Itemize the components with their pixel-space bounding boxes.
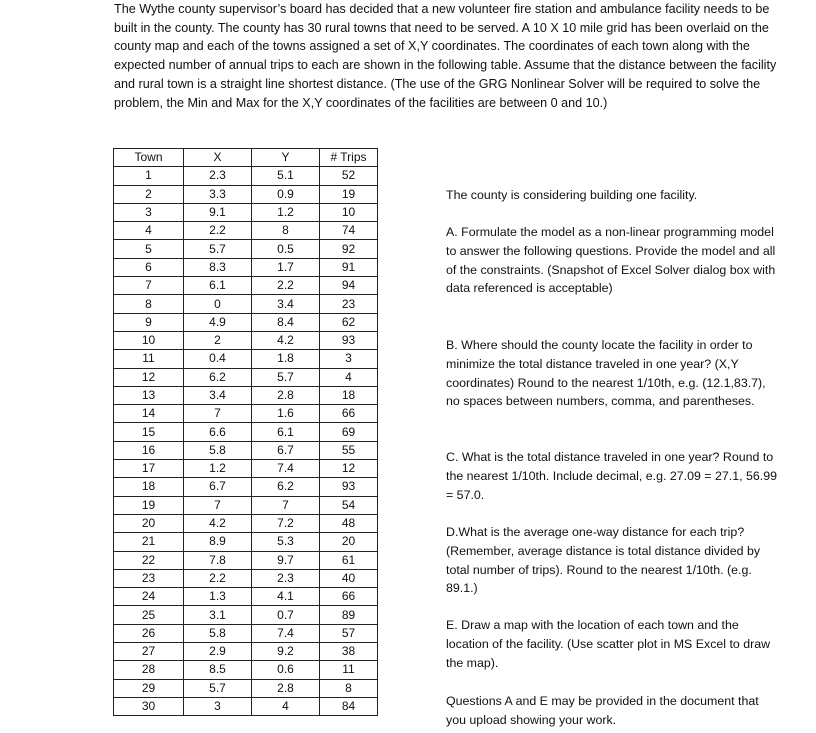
cell-town: 24 — [114, 588, 184, 606]
question-note: Questions A and E may be provided in the document that you upload showing your work. — [446, 694, 759, 727]
cell-y: 8 — [252, 222, 320, 240]
cell-trips: 48 — [320, 514, 378, 532]
cell-x: 6.1 — [184, 277, 252, 295]
cell-x: 6.7 — [184, 478, 252, 496]
cell-x: 8.5 — [184, 661, 252, 679]
cell-trips: 57 — [320, 624, 378, 642]
cell-x: 7 — [184, 496, 252, 514]
cell-y: 0.9 — [252, 185, 320, 203]
cell-trips: 54 — [320, 496, 378, 514]
cell-town: 5 — [114, 240, 184, 258]
table-row — [114, 643, 378, 661]
cell-x: 5.8 — [184, 624, 252, 642]
cell-trips: 61 — [320, 551, 378, 569]
cell-trips: 69 — [320, 423, 378, 441]
cell-trips: 8 — [320, 679, 378, 697]
cell-trips: 55 — [320, 441, 378, 459]
cell-y: 8.4 — [252, 313, 320, 331]
cell-town: 25 — [114, 606, 184, 624]
cell-x: 8.9 — [184, 533, 252, 551]
cell-x: 4.9 — [184, 313, 252, 331]
cell-town: 19 — [114, 496, 184, 514]
cell-town: 29 — [114, 679, 184, 697]
cell-town: 16 — [114, 441, 184, 459]
cell-y: 7.4 — [252, 460, 320, 478]
cell-town: 2 — [114, 185, 184, 203]
cell-x: 5.8 — [184, 441, 252, 459]
cell-y: 4.2 — [252, 331, 320, 349]
cell-town: 10 — [114, 331, 184, 349]
table-row — [114, 277, 378, 295]
table-row — [114, 350, 378, 368]
cell-trips: 66 — [320, 588, 378, 606]
cell-x: 2.2 — [184, 222, 252, 240]
question-c: C. What is the total distance traveled in one year? Round to the nearest 1/10th. Include decimal, e.g. 27.09 = 27.1, 56.99 = 57.0. — [446, 450, 777, 502]
cell-x: 0.4 — [184, 350, 252, 368]
cell-y: 0.6 — [252, 661, 320, 679]
question-e: E. Draw a map with the location of each town and the location of the facility. (Use scatter plot in MS Excel to draw the map). — [446, 618, 771, 670]
cell-trips: 91 — [320, 258, 378, 276]
cell-town: 1 — [114, 167, 184, 185]
cell-town: 22 — [114, 551, 184, 569]
cell-trips: 23 — [320, 295, 378, 313]
cell-x: 2.9 — [184, 643, 252, 661]
question-b: B. Where should the county locate the facility in order to minimize the total distance traveled in one year? (X,Y coordinates) Round to the nearest 1/10th, e.g. (12.1,83.7), no spaces between numbers, comma, and parentheses. — [446, 338, 766, 409]
cell-trips: 92 — [320, 240, 378, 258]
cell-town: 11 — [114, 350, 184, 368]
problem-intro: The Wythe county supervisor’s board has decided that a new volunteer fire station and ambulance facility needs to be built in the county. The county has 30 rural towns that need to be served. A 10 X 10 mile grid has been overlaid on the county map and each of the towns assigned a set of X,Y coordinates. The coordinates of each town along with the expected number of annual trips to each are shown in the following table. Assume that the distance between the facility and rural town is a straight line shortest distance. (The use of the GRG Nonlinear Solver will be required to solve the problem, the Min and Max for the X,Y coordinates of the facilities are between 0 and 10.) — [114, 2, 777, 110]
header-x: X — [184, 149, 252, 167]
cell-town: 17 — [114, 460, 184, 478]
cell-town: 18 — [114, 478, 184, 496]
table-row — [114, 679, 378, 697]
cell-town: 28 — [114, 661, 184, 679]
table-row — [114, 222, 378, 240]
table-row — [114, 423, 378, 441]
cell-x: 2 — [184, 331, 252, 349]
cell-x: 3.1 — [184, 606, 252, 624]
table-row — [114, 368, 378, 386]
table-row — [114, 496, 378, 514]
cell-x: 2.3 — [184, 167, 252, 185]
cell-town: 8 — [114, 295, 184, 313]
cell-town: 14 — [114, 405, 184, 423]
cell-town: 20 — [114, 514, 184, 532]
cell-trips: 74 — [320, 222, 378, 240]
cell-x: 7 — [184, 405, 252, 423]
cell-x: 5.7 — [184, 240, 252, 258]
cell-trips: 93 — [320, 331, 378, 349]
table-row — [114, 167, 378, 185]
cell-y: 4.1 — [252, 588, 320, 606]
cell-y: 1.6 — [252, 405, 320, 423]
cell-town: 13 — [114, 386, 184, 404]
cell-trips: 38 — [320, 643, 378, 661]
cell-town: 9 — [114, 313, 184, 331]
table-row — [114, 460, 378, 478]
cell-y: 2.2 — [252, 277, 320, 295]
cell-y: 1.8 — [252, 350, 320, 368]
table-header-row — [114, 149, 378, 167]
cell-trips: 66 — [320, 405, 378, 423]
cell-trips: 52 — [320, 167, 378, 185]
cell-y: 4 — [252, 697, 320, 715]
cell-y: 9.2 — [252, 643, 320, 661]
table-row — [114, 405, 378, 423]
table-row — [114, 624, 378, 642]
table-row — [114, 533, 378, 551]
cell-town: 3 — [114, 203, 184, 221]
cell-y: 6.2 — [252, 478, 320, 496]
cell-y: 5.7 — [252, 368, 320, 386]
question-d: D.What is the average one-way distance for each trip? (Remember, average distance is total distance divided by total number of trips). Round to the nearest 1/10th. (e.g. 89.1.) — [446, 525, 761, 596]
cell-town: 23 — [114, 569, 184, 587]
header-trips: # Trips — [320, 149, 378, 167]
cell-y: 9.7 — [252, 551, 320, 569]
table-row — [114, 295, 378, 313]
cell-y: 6.1 — [252, 423, 320, 441]
cell-trips: 20 — [320, 533, 378, 551]
cell-x: 1.2 — [184, 460, 252, 478]
cell-x: 3.3 — [184, 185, 252, 203]
cell-x: 6.6 — [184, 423, 252, 441]
cell-y: 1.7 — [252, 258, 320, 276]
table-row — [114, 606, 378, 624]
cell-y: 7.2 — [252, 514, 320, 532]
cell-y: 5.1 — [252, 167, 320, 185]
table-row — [114, 569, 378, 587]
cell-x: 8.3 — [184, 258, 252, 276]
table-row — [114, 697, 378, 715]
cell-trips: 3 — [320, 350, 378, 368]
cell-town: 4 — [114, 222, 184, 240]
cell-y: 2.3 — [252, 569, 320, 587]
cell-trips: 18 — [320, 386, 378, 404]
cell-y: 3.4 — [252, 295, 320, 313]
cell-y: 5.3 — [252, 533, 320, 551]
table-row — [114, 240, 378, 258]
header-town: Town — [114, 149, 184, 167]
cell-town: 30 — [114, 697, 184, 715]
table-row — [114, 313, 378, 331]
towns-table — [113, 148, 378, 716]
cell-x: 3.4 — [184, 386, 252, 404]
cell-trips: 94 — [320, 277, 378, 295]
table-row — [114, 514, 378, 532]
cell-town: 27 — [114, 643, 184, 661]
cell-x: 7.8 — [184, 551, 252, 569]
cell-trips: 4 — [320, 368, 378, 386]
cell-town: 12 — [114, 368, 184, 386]
cell-trips: 89 — [320, 606, 378, 624]
table-row — [114, 203, 378, 221]
cell-x: 9.1 — [184, 203, 252, 221]
table-row — [114, 551, 378, 569]
cell-y: 7 — [252, 496, 320, 514]
cell-town: 21 — [114, 533, 184, 551]
cell-trips: 84 — [320, 697, 378, 715]
question-one-facility: The county is considering building one facility. — [446, 188, 698, 202]
cell-y: 0.5 — [252, 240, 320, 258]
table-row — [114, 441, 378, 459]
cell-y: 1.2 — [252, 203, 320, 221]
cell-x: 2.2 — [184, 569, 252, 587]
cell-y: 7.4 — [252, 624, 320, 642]
header-y: Y — [252, 149, 320, 167]
cell-town: 6 — [114, 258, 184, 276]
cell-x: 0 — [184, 295, 252, 313]
table-row — [114, 386, 378, 404]
cell-trips: 19 — [320, 185, 378, 203]
cell-trips: 62 — [320, 313, 378, 331]
cell-trips: 40 — [320, 569, 378, 587]
cell-town: 7 — [114, 277, 184, 295]
table-row — [114, 185, 378, 203]
question-a: A. Formulate the model as a non-linear programming model to answer the following questions. Provide the model and all of the constraints. (Snapshot of Excel Solver dialog box with data referenced is acceptable) — [446, 225, 776, 296]
cell-y: 2.8 — [252, 386, 320, 404]
cell-y: 2.8 — [252, 679, 320, 697]
cell-town: 26 — [114, 624, 184, 642]
table-row — [114, 588, 378, 606]
cell-x: 3 — [184, 697, 252, 715]
table-row — [114, 478, 378, 496]
table-row — [114, 258, 378, 276]
cell-trips: 11 — [320, 661, 378, 679]
cell-trips: 10 — [320, 203, 378, 221]
cell-trips: 93 — [320, 478, 378, 496]
town-rows — [114, 167, 378, 716]
table-row — [114, 331, 378, 349]
cell-trips: 12 — [320, 460, 378, 478]
cell-y: 6.7 — [252, 441, 320, 459]
cell-town: 15 — [114, 423, 184, 441]
cell-x: 1.3 — [184, 588, 252, 606]
cell-x: 6.2 — [184, 368, 252, 386]
cell-y: 0.7 — [252, 606, 320, 624]
cell-x: 4.2 — [184, 514, 252, 532]
table-row — [114, 661, 378, 679]
cell-x: 5.7 — [184, 679, 252, 697]
